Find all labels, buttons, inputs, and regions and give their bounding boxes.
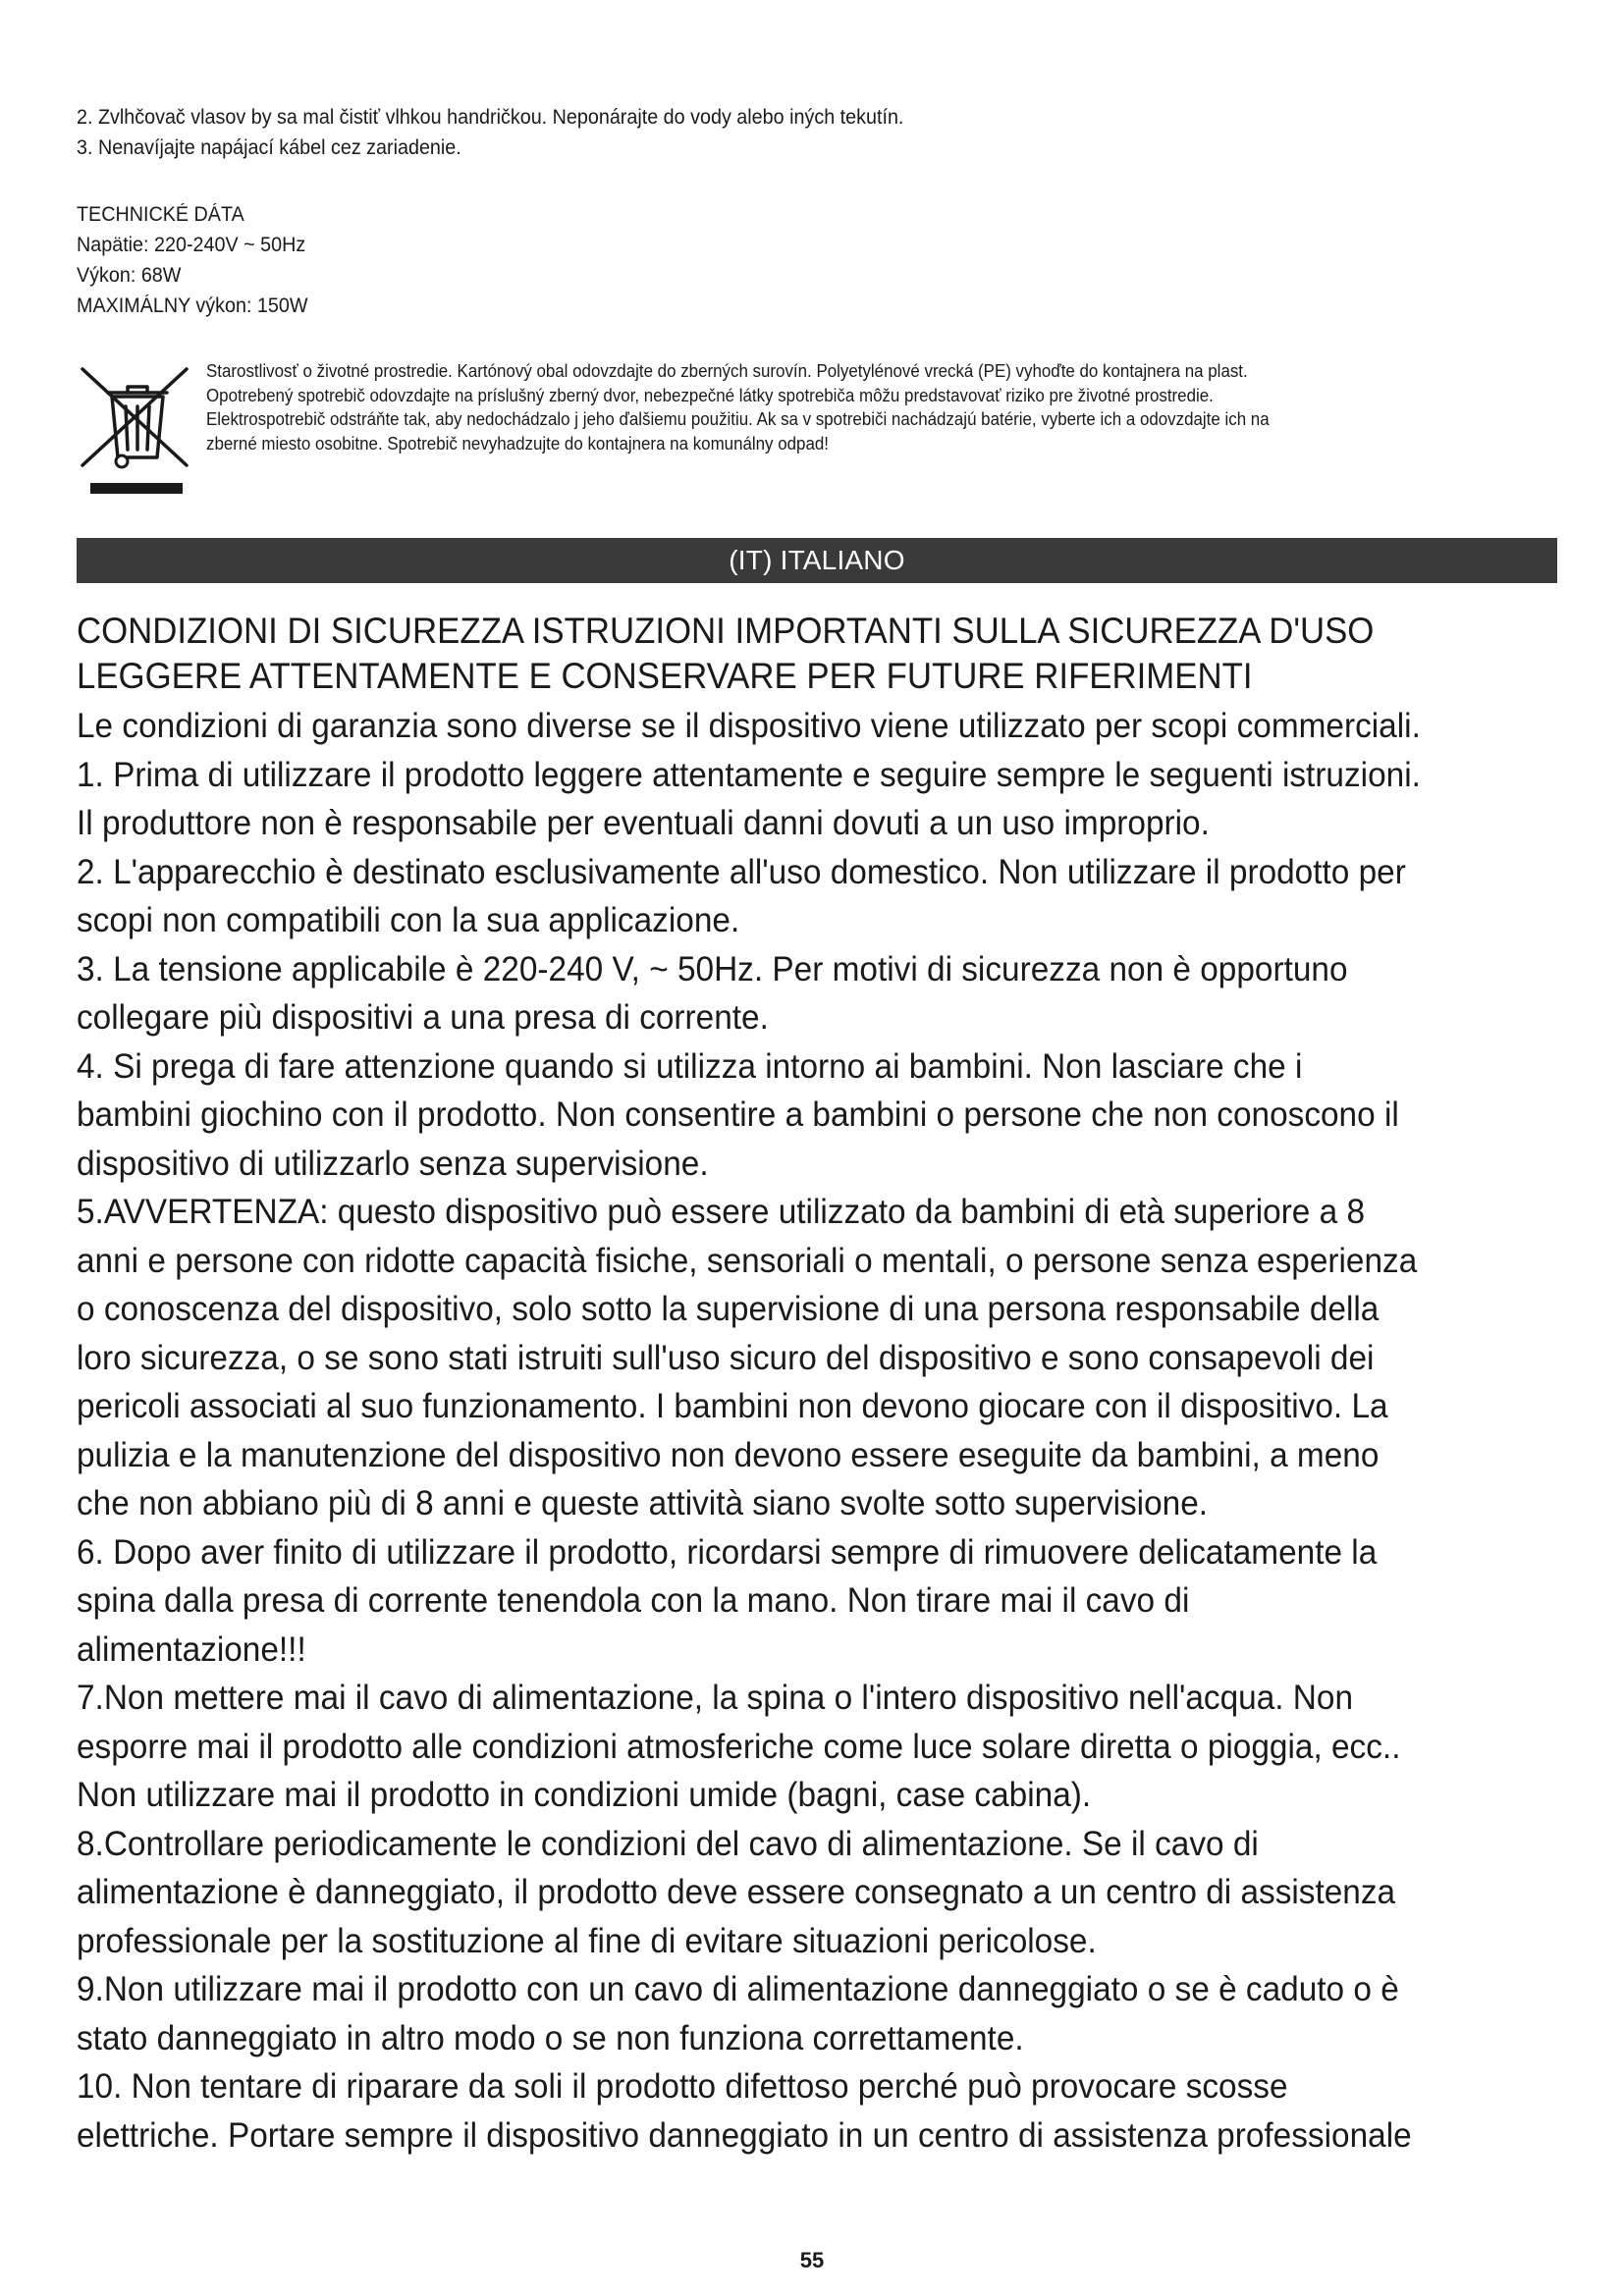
instruction-line: 8.Controllare periodicamente le condizioni del cavo di alimentazione. Se il cavo di (77, 1823, 1259, 1863)
instruction-line: 1. Prima di utilizzare il prodotto leggere attentamente e seguire sempre le seguenti istruzioni. (77, 754, 1421, 794)
instruction-line: alimentazione è danneggiato, il prodotto deve essere consegnato a un centro di assistenza (77, 1872, 1396, 1911)
instruction-line: 2. L'apparecchio è destinato esclusivamente all'uso domestico. Non utilizzare il prodotto per (77, 851, 1406, 891)
environment-notice (77, 359, 1569, 508)
power-spec: Výkon: 68W (77, 264, 182, 287)
environment-notice-line: Starostlivosť o životné prostredie. Kartónový obal odovzdajte do zberných surovín. Polyetylénové vrecká (PE) vyhoďte do kontajnera na plast. (206, 361, 1248, 381)
environment-notice-text (206, 359, 1581, 455)
safety-heading-line: CONDIZIONI DI SICUREZZA ISTRUZIONI IMPORTANTI SULLA SICUREZZA D'USO (77, 611, 1375, 651)
instruction-line: 10. Non tentare di riparare da soli il prodotto difettoso perché può provocare scosse (77, 2066, 1288, 2106)
instruction-line: che non abbiano più di 8 anni e queste attività siano svolte sotto supervisione. (77, 1483, 1209, 1522)
instruction-line: 5.AVVERTENZA: questo dispositivo può essere utilizzato da bambini di età superiore a 8 (77, 1192, 1366, 1231)
safety-heading-line: LEGGERE ATTENTAMENTE E CONSERVARE PER FUTURE RIFERIMENTI (77, 656, 1253, 696)
environment-notice-line: Elektrospotrebič odstráňte tak, aby nedochádzalo j jeho ďalšiemu použitiu. Ak sa v spotrebiči nachádzajú batérie, vyberte ich a odovzdajte ich na (206, 409, 1270, 429)
instruction-line: loro sicurezza, o se sono stati istruiti sull'uso sicuro del dispositivo e sono consapevoli dei (77, 1337, 1375, 1377)
instruction-line: pericoli associati al suo funzionamento. I bambini non devono giocare con il dispositivo. La (77, 1386, 1388, 1425)
instruction-line: collegare più dispositivi a una presa di corrente. (77, 997, 769, 1037)
environment-notice-line: Opotrebený spotrebič odovzdajte na príslušný zberný dvor, nebezpečné látky spotrebiča môžu predstavovať riziko pre životné prostredie. (206, 385, 1214, 405)
slovak-maintenance-list (77, 102, 1549, 163)
instruction-line: 9.Non utilizzare mai il prodotto con un cavo di alimentazione danneggiato o se è caduto o è (77, 1969, 1399, 2008)
language-section-header (77, 538, 1557, 583)
instruction-line: professionale per la sostituzione al fine di evitare situazioni pericolose. (77, 1920, 1097, 1960)
instruction-line: o conoscenza del dispositivo, solo sotto la supervisione di una persona responsabile della (77, 1289, 1380, 1328)
instruction-line: 3. La tensione applicabile è 220-240 V, ~ 50Hz. Per motivi di sicurezza non è opportuno (77, 948, 1348, 988)
instruction-line: 7.Non mettere mai il cavo di alimentazione, la spina o l'intero dispositivo nell'acqua. Non (77, 1678, 1354, 1717)
max-power-spec: MAXIMÁLNY výkon: 150W (77, 294, 308, 317)
instruction-line: stato danneggiato in altro modo o se non funziona correttamente. (77, 2017, 1024, 2057)
slovak-list-item: 3. Nenavíjajte napájací kábel cez zariadenie. (77, 136, 461, 159)
instruction-line: alimentazione!!! (77, 1629, 306, 1669)
page-number: 55 (799, 2248, 825, 2272)
instruction-line: esporre mai il prodotto alle condizioni atmosferiche come luce solare diretta o pioggia, ecc.. (77, 1726, 1401, 1766)
technical-data (77, 199, 960, 321)
voltage-spec: Napätie: 220-240V ~ 50Hz (77, 234, 306, 256)
environment-notice-line: zberné miesto osobitne. Spotrebič nevyhadzujte do kontajnera na komunálny odpad! (206, 433, 829, 454)
instruction-line: Il produttore non è responsabile per eventuali danni dovuti a un uso improprio. (77, 803, 1210, 842)
crossed-out-wheelie-bin-icon (77, 363, 198, 499)
language-section-title: (IT) ITALIANO (729, 545, 905, 575)
instruction-line: pulizia e la manutenzione del dispositivo non devono essere eseguite da bambini, a meno (77, 1434, 1380, 1474)
instruction-line: spina dalla presa di corrente tenendola con la mano. Non tirare mai il cavo di (77, 1580, 1190, 1620)
instruction-line: 4. Si prega di fare attenzione quando si utilizza intorno ai bambini. Non lasciare che i (77, 1045, 1303, 1086)
instruction-line: Non utilizzare mai il prodotto in condizioni umide (bagni, case cabina). (77, 1775, 1092, 1814)
safety-instructions (77, 702, 1569, 2160)
instruction-line: elettriche. Portare sempre il dispositivo danneggiato in un centro di assistenza professionale (77, 2114, 1412, 2155)
instruction-line: dispositivo di utilizzarlo senza supervisione. (77, 1143, 709, 1183)
technical-data-title: TECHNICKÉ DÁTA (77, 203, 244, 226)
instruction-line: anni e persone con ridotte capacità fisiche, sensoriali o mentali, o persone senza esperienza (77, 1240, 1418, 1280)
instruction-line: scopi non compatibili con la sua applicazione. (77, 900, 740, 939)
safety-heading (77, 609, 1569, 699)
instruction-line: 6. Dopo aver finito di utilizzare il prodotto, ricordarsi sempre di rimuovere delicatamente la (77, 1531, 1378, 1572)
instruction-line: Le condizioni di garanzia sono diverse se il dispositivo viene utilizzato per scopi commerciali. (77, 706, 1421, 745)
slovak-list-item: 2. Zvlhčovač vlasov by sa mal čistiť vlhkou handričkou. Neponárajte do vody alebo iných tekutín. (77, 106, 904, 129)
instruction-line: bambini giochino con il prodotto. Non consentire a bambini o persone che non conoscono il (77, 1095, 1399, 1134)
